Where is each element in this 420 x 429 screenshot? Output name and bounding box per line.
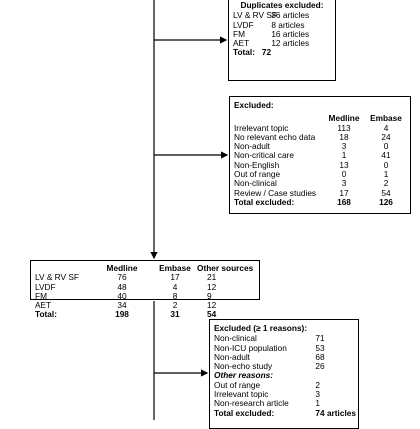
duplicates-row-value: 16 articles [271, 28, 310, 39]
row-medline: 3 [341, 141, 347, 152]
duplicates-row-label: LV & RV SF [233, 10, 277, 21]
row-value: 2 [315, 379, 321, 390]
row-label: LV & RV SF [35, 272, 79, 283]
row-medline: 76 [117, 272, 127, 283]
row-value: 3 [315, 389, 321, 400]
row-embase: 17 [170, 272, 180, 283]
table-row [35, 301, 257, 310]
row-embase: 0 [383, 159, 389, 170]
duplicates-row-value: 8 articles [271, 19, 305, 30]
row-embase: 2 [172, 300, 178, 311]
summary-table [35, 264, 257, 320]
excluded1-total-label: Total excluded: [234, 196, 295, 207]
excluded1-total-medline: 168 [337, 196, 351, 207]
included-summary-box [30, 260, 260, 320]
row-value: 68 [315, 351, 325, 362]
excluded1-title: Excluded: [234, 100, 274, 110]
row-label: Irrelevant topic [214, 389, 269, 400]
row-other: 21 [207, 272, 217, 283]
row-label: Non-adult [214, 351, 250, 362]
row-label: Non-ICU population [214, 342, 287, 353]
excluded1-total-embase: 126 [379, 196, 393, 207]
row-medline: 48 [117, 281, 127, 292]
row-other: 12 [207, 281, 217, 292]
row-medline: 34 [117, 300, 127, 311]
excluded1-total-row [234, 198, 406, 207]
duplicates-row-label: FM [233, 28, 245, 39]
excluded1-col-medline: Medline [328, 113, 360, 124]
row-embase: 8 [172, 290, 178, 301]
row-value: 71 [315, 333, 325, 344]
duplicates-row-label: LVDF [233, 19, 254, 30]
duplicates-row-value: 36 articles [271, 10, 310, 21]
row-embase: 0 [383, 141, 389, 152]
summary-total-label: Total: [35, 309, 57, 320]
excluded1-table [234, 114, 406, 207]
row-label: Review / Case studies [234, 187, 317, 198]
row-value: 53 [315, 342, 325, 353]
row-embase: 24 [381, 131, 391, 142]
row-other: 12 [207, 300, 217, 311]
other-reasons-title: Other reasons: [214, 370, 274, 381]
row-embase: 41 [381, 150, 391, 161]
duplicates-total-value: 72 [261, 47, 272, 58]
row-medline: 40 [117, 290, 127, 301]
row-label: Non-English [234, 159, 280, 170]
duplicates-total-label: Total: [233, 47, 255, 58]
row-label: No relevant echo data [234, 131, 316, 142]
excluded2-total-row [214, 409, 356, 418]
row-label: Non-critical care [234, 150, 294, 161]
row-value: 26 [315, 361, 325, 372]
row-medline: 13 [339, 159, 349, 170]
table-row [35, 273, 257, 282]
excluded2-total-value: 74 articles [315, 407, 356, 418]
duplicates-row-label: AET [233, 38, 250, 49]
row-label: Non-clinical [214, 333, 257, 344]
row-medline: 113 [337, 122, 351, 133]
summary-col-other: Other sources [197, 263, 254, 273]
row-medline: 0 [341, 169, 347, 180]
excluded-fulltext-box [209, 319, 359, 429]
excluded2-total-label: Total excluded: [214, 407, 275, 418]
row-label: Out of range [214, 379, 261, 390]
row-label: Non-echo study [214, 361, 273, 372]
summary-col-embase: Embase [159, 263, 191, 273]
row-embase: 1 [383, 169, 389, 180]
excluded2-title: Excluded (≥ 1 reasons): [214, 323, 308, 333]
row-label: Non-research article [214, 398, 289, 409]
duplicates-excluded-box [228, 0, 336, 81]
summary-total-embase: 31 [170, 309, 180, 320]
duplicates-title: Duplicates excluded: [240, 0, 324, 10]
table-row [35, 283, 257, 292]
duplicates-row-value: 12 articles [271, 38, 310, 49]
row-value: 1 [315, 398, 321, 409]
row-medline: 3 [341, 178, 347, 189]
row-label: Non-adult [234, 141, 270, 152]
row-medline: 1 [341, 150, 347, 161]
row-embase: 4 [383, 122, 389, 133]
duplicates-total [233, 48, 331, 57]
excluded1-col-embase: Embase [370, 113, 402, 124]
row-label: Irrelevant topic [234, 122, 289, 133]
row-label: Out of range [234, 169, 281, 180]
excluded-screening-box [229, 96, 411, 214]
row-label: AET [35, 300, 52, 311]
summary-col-medline: Medline [106, 263, 138, 273]
row-embase: 2 [383, 178, 389, 189]
row-medline: 18 [339, 131, 349, 142]
row-label: FM [35, 290, 47, 301]
excluded2-table [214, 334, 356, 418]
summary-total-other: 54 [207, 309, 217, 320]
row-label: LVDF [35, 281, 56, 292]
summary-total-medline: 198 [115, 309, 129, 320]
row-label: Non-clinical [234, 178, 277, 189]
row-other: 9 [207, 290, 212, 301]
row-embase: 54 [381, 187, 391, 198]
table-row [35, 292, 257, 301]
row-medline: 17 [339, 187, 349, 198]
row-embase: 4 [172, 281, 178, 292]
